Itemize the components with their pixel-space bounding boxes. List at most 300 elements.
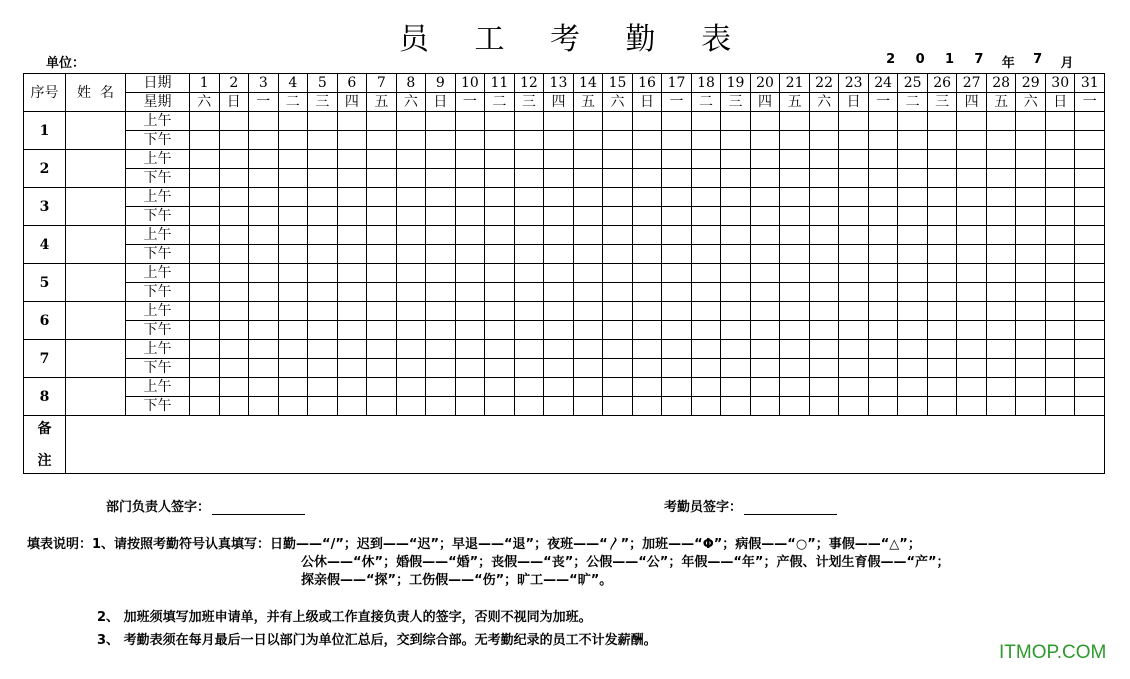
attendance-cell[interactable]	[691, 112, 721, 131]
attendance-cell[interactable]	[750, 302, 780, 321]
attendance-cell[interactable]	[485, 340, 515, 359]
attendance-cell[interactable]	[337, 397, 367, 416]
attendance-cell[interactable]	[219, 340, 249, 359]
attendance-cell[interactable]	[927, 112, 957, 131]
employee-name-cell[interactable]	[66, 264, 126, 302]
attendance-cell[interactable]	[308, 169, 338, 188]
attendance-cell[interactable]	[662, 283, 692, 302]
attendance-cell[interactable]	[662, 340, 692, 359]
attendance-cell[interactable]	[868, 169, 898, 188]
attendance-cell[interactable]	[367, 321, 397, 340]
attendance-cell[interactable]	[485, 112, 515, 131]
attendance-cell[interactable]	[957, 112, 987, 131]
attendance-cell[interactable]	[1075, 188, 1105, 207]
attendance-cell[interactable]	[1075, 340, 1105, 359]
attendance-cell[interactable]	[514, 150, 544, 169]
attendance-cell[interactable]	[1045, 169, 1075, 188]
attendance-cell[interactable]	[278, 321, 308, 340]
attendance-cell[interactable]	[249, 169, 279, 188]
attendance-cell[interactable]	[603, 302, 633, 321]
employee-name-cell[interactable]	[66, 226, 126, 264]
attendance-cell[interactable]	[809, 112, 839, 131]
attendance-cell[interactable]	[249, 340, 279, 359]
remarks-field[interactable]	[66, 416, 1105, 474]
attendance-cell[interactable]	[957, 150, 987, 169]
attendance-cell[interactable]	[750, 264, 780, 283]
attendance-cell[interactable]	[632, 150, 662, 169]
attendance-cell[interactable]	[662, 188, 692, 207]
attendance-cell[interactable]	[721, 188, 751, 207]
attendance-clerk-signature-field[interactable]	[744, 502, 837, 515]
attendance-cell[interactable]	[927, 226, 957, 245]
attendance-cell[interactable]	[308, 302, 338, 321]
attendance-cell[interactable]	[1016, 245, 1046, 264]
attendance-cell[interactable]	[868, 245, 898, 264]
attendance-cell[interactable]	[691, 169, 721, 188]
attendance-cell[interactable]	[632, 245, 662, 264]
attendance-cell[interactable]	[544, 264, 574, 283]
attendance-cell[interactable]	[1016, 302, 1046, 321]
attendance-cell[interactable]	[780, 340, 810, 359]
employee-name-cell[interactable]	[66, 188, 126, 226]
attendance-cell[interactable]	[1045, 359, 1075, 378]
attendance-cell[interactable]	[544, 131, 574, 150]
attendance-cell[interactable]	[927, 245, 957, 264]
attendance-cell[interactable]	[337, 264, 367, 283]
attendance-cell[interactable]	[691, 321, 721, 340]
attendance-cell[interactable]	[1016, 131, 1046, 150]
attendance-cell[interactable]	[278, 359, 308, 378]
attendance-cell[interactable]	[721, 207, 751, 226]
attendance-cell[interactable]	[426, 359, 456, 378]
attendance-cell[interactable]	[1045, 321, 1075, 340]
attendance-cell[interactable]	[603, 340, 633, 359]
attendance-cell[interactable]	[190, 150, 220, 169]
attendance-cell[interactable]	[190, 207, 220, 226]
attendance-cell[interactable]	[691, 245, 721, 264]
attendance-cell[interactable]	[632, 131, 662, 150]
attendance-cell[interactable]	[721, 226, 751, 245]
attendance-cell[interactable]	[721, 264, 751, 283]
attendance-cell[interactable]	[839, 340, 869, 359]
attendance-cell[interactable]	[455, 378, 485, 397]
attendance-cell[interactable]	[219, 302, 249, 321]
attendance-cell[interactable]	[573, 169, 603, 188]
attendance-cell[interactable]	[190, 359, 220, 378]
attendance-cell[interactable]	[839, 302, 869, 321]
attendance-cell[interactable]	[308, 283, 338, 302]
attendance-cell[interactable]	[367, 112, 397, 131]
attendance-cell[interactable]	[868, 112, 898, 131]
attendance-cell[interactable]	[662, 169, 692, 188]
attendance-cell[interactable]	[780, 245, 810, 264]
attendance-cell[interactable]	[868, 150, 898, 169]
attendance-cell[interactable]	[632, 378, 662, 397]
attendance-cell[interactable]	[603, 397, 633, 416]
attendance-cell[interactable]	[573, 207, 603, 226]
attendance-cell[interactable]	[278, 131, 308, 150]
attendance-cell[interactable]	[219, 131, 249, 150]
attendance-cell[interactable]	[308, 150, 338, 169]
attendance-cell[interactable]	[1016, 226, 1046, 245]
attendance-cell[interactable]	[337, 283, 367, 302]
attendance-cell[interactable]	[691, 264, 721, 283]
attendance-cell[interactable]	[190, 169, 220, 188]
attendance-cell[interactable]	[514, 131, 544, 150]
attendance-cell[interactable]	[249, 321, 279, 340]
attendance-cell[interactable]	[839, 131, 869, 150]
attendance-cell[interactable]	[839, 226, 869, 245]
attendance-cell[interactable]	[367, 378, 397, 397]
attendance-cell[interactable]	[898, 397, 928, 416]
attendance-cell[interactable]	[809, 131, 839, 150]
attendance-cell[interactable]	[603, 226, 633, 245]
attendance-cell[interactable]	[455, 359, 485, 378]
attendance-cell[interactable]	[662, 150, 692, 169]
attendance-cell[interactable]	[514, 397, 544, 416]
attendance-cell[interactable]	[1045, 378, 1075, 397]
attendance-cell[interactable]	[337, 321, 367, 340]
attendance-cell[interactable]	[396, 131, 426, 150]
attendance-cell[interactable]	[957, 340, 987, 359]
attendance-cell[interactable]	[455, 112, 485, 131]
attendance-cell[interactable]	[426, 169, 456, 188]
attendance-cell[interactable]	[1075, 378, 1105, 397]
attendance-cell[interactable]	[1016, 150, 1046, 169]
attendance-cell[interactable]	[809, 340, 839, 359]
attendance-cell[interactable]	[396, 188, 426, 207]
attendance-cell[interactable]	[809, 321, 839, 340]
attendance-cell[interactable]	[367, 245, 397, 264]
attendance-cell[interactable]	[662, 359, 692, 378]
attendance-cell[interactable]	[750, 359, 780, 378]
attendance-cell[interactable]	[190, 264, 220, 283]
attendance-cell[interactable]	[337, 112, 367, 131]
attendance-cell[interactable]	[1045, 150, 1075, 169]
attendance-cell[interactable]	[1075, 302, 1105, 321]
attendance-cell[interactable]	[337, 245, 367, 264]
attendance-cell[interactable]	[1075, 321, 1105, 340]
attendance-cell[interactable]	[367, 283, 397, 302]
attendance-cell[interactable]	[898, 150, 928, 169]
attendance-cell[interactable]	[396, 378, 426, 397]
attendance-cell[interactable]	[1016, 264, 1046, 283]
attendance-cell[interactable]	[986, 283, 1016, 302]
attendance-cell[interactable]	[927, 359, 957, 378]
attendance-cell[interactable]	[396, 321, 426, 340]
attendance-cell[interactable]	[868, 302, 898, 321]
attendance-cell[interactable]	[957, 169, 987, 188]
attendance-cell[interactable]	[780, 264, 810, 283]
attendance-cell[interactable]	[485, 131, 515, 150]
attendance-cell[interactable]	[721, 131, 751, 150]
attendance-cell[interactable]	[544, 112, 574, 131]
attendance-cell[interactable]	[691, 207, 721, 226]
attendance-cell[interactable]	[1045, 226, 1075, 245]
attendance-cell[interactable]	[544, 169, 574, 188]
attendance-cell[interactable]	[514, 188, 544, 207]
attendance-cell[interactable]	[632, 226, 662, 245]
attendance-cell[interactable]	[514, 207, 544, 226]
attendance-cell[interactable]	[1016, 321, 1046, 340]
attendance-cell[interactable]	[426, 245, 456, 264]
attendance-cell[interactable]	[750, 131, 780, 150]
attendance-cell[interactable]	[957, 226, 987, 245]
attendance-cell[interactable]	[750, 321, 780, 340]
attendance-cell[interactable]	[367, 264, 397, 283]
attendance-cell[interactable]	[780, 131, 810, 150]
attendance-cell[interactable]	[780, 226, 810, 245]
attendance-cell[interactable]	[957, 302, 987, 321]
attendance-cell[interactable]	[219, 112, 249, 131]
attendance-cell[interactable]	[190, 245, 220, 264]
attendance-cell[interactable]	[1045, 340, 1075, 359]
attendance-cell[interactable]	[485, 283, 515, 302]
attendance-cell[interactable]	[455, 150, 485, 169]
attendance-cell[interactable]	[898, 378, 928, 397]
attendance-cell[interactable]	[839, 264, 869, 283]
attendance-cell[interactable]	[278, 188, 308, 207]
attendance-cell[interactable]	[396, 226, 426, 245]
attendance-cell[interactable]	[573, 283, 603, 302]
attendance-cell[interactable]	[1045, 207, 1075, 226]
attendance-cell[interactable]	[455, 207, 485, 226]
attendance-cell[interactable]	[396, 245, 426, 264]
attendance-cell[interactable]	[691, 302, 721, 321]
attendance-cell[interactable]	[868, 283, 898, 302]
attendance-cell[interactable]	[278, 397, 308, 416]
attendance-cell[interactable]	[1016, 188, 1046, 207]
attendance-cell[interactable]	[367, 302, 397, 321]
attendance-cell[interactable]	[573, 245, 603, 264]
attendance-cell[interactable]	[219, 245, 249, 264]
attendance-cell[interactable]	[1016, 340, 1046, 359]
attendance-cell[interactable]	[750, 150, 780, 169]
attendance-cell[interactable]	[455, 340, 485, 359]
attendance-cell[interactable]	[721, 378, 751, 397]
attendance-cell[interactable]	[898, 340, 928, 359]
attendance-cell[interactable]	[809, 397, 839, 416]
attendance-cell[interactable]	[691, 188, 721, 207]
attendance-cell[interactable]	[839, 283, 869, 302]
attendance-cell[interactable]	[367, 397, 397, 416]
attendance-cell[interactable]	[868, 226, 898, 245]
attendance-cell[interactable]	[986, 264, 1016, 283]
attendance-cell[interactable]	[957, 321, 987, 340]
attendance-cell[interactable]	[249, 378, 279, 397]
attendance-cell[interactable]	[337, 359, 367, 378]
attendance-cell[interactable]	[249, 397, 279, 416]
attendance-cell[interactable]	[780, 169, 810, 188]
attendance-cell[interactable]	[1075, 397, 1105, 416]
attendance-cell[interactable]	[485, 378, 515, 397]
attendance-cell[interactable]	[544, 207, 574, 226]
attendance-cell[interactable]	[544, 378, 574, 397]
attendance-cell[interactable]	[780, 150, 810, 169]
attendance-cell[interactable]	[485, 245, 515, 264]
attendance-cell[interactable]	[839, 169, 869, 188]
attendance-cell[interactable]	[278, 340, 308, 359]
attendance-cell[interactable]	[780, 188, 810, 207]
attendance-cell[interactable]	[544, 226, 574, 245]
attendance-cell[interactable]	[986, 378, 1016, 397]
attendance-cell[interactable]	[219, 207, 249, 226]
attendance-cell[interactable]	[603, 131, 633, 150]
attendance-cell[interactable]	[573, 302, 603, 321]
attendance-cell[interactable]	[426, 283, 456, 302]
attendance-cell[interactable]	[1016, 283, 1046, 302]
attendance-cell[interactable]	[485, 188, 515, 207]
attendance-cell[interactable]	[691, 340, 721, 359]
employee-name-cell[interactable]	[66, 112, 126, 150]
attendance-cell[interactable]	[691, 226, 721, 245]
attendance-cell[interactable]	[750, 226, 780, 245]
attendance-cell[interactable]	[662, 378, 692, 397]
attendance-cell[interactable]	[957, 283, 987, 302]
attendance-cell[interactable]	[426, 226, 456, 245]
attendance-cell[interactable]	[308, 245, 338, 264]
attendance-cell[interactable]	[1075, 131, 1105, 150]
attendance-cell[interactable]	[839, 359, 869, 378]
attendance-cell[interactable]	[1045, 397, 1075, 416]
attendance-cell[interactable]	[573, 378, 603, 397]
attendance-cell[interactable]	[662, 321, 692, 340]
attendance-cell[interactable]	[278, 112, 308, 131]
attendance-cell[interactable]	[809, 264, 839, 283]
attendance-cell[interactable]	[278, 264, 308, 283]
attendance-cell[interactable]	[986, 131, 1016, 150]
attendance-cell[interactable]	[426, 112, 456, 131]
attendance-cell[interactable]	[780, 359, 810, 378]
attendance-cell[interactable]	[249, 264, 279, 283]
attendance-cell[interactable]	[367, 226, 397, 245]
attendance-cell[interactable]	[573, 321, 603, 340]
attendance-cell[interactable]	[632, 112, 662, 131]
attendance-cell[interactable]	[809, 302, 839, 321]
attendance-cell[interactable]	[632, 207, 662, 226]
attendance-cell[interactable]	[691, 359, 721, 378]
attendance-cell[interactable]	[1045, 302, 1075, 321]
attendance-cell[interactable]	[573, 112, 603, 131]
attendance-cell[interactable]	[455, 397, 485, 416]
attendance-cell[interactable]	[780, 207, 810, 226]
attendance-cell[interactable]	[455, 283, 485, 302]
attendance-cell[interactable]	[662, 226, 692, 245]
attendance-cell[interactable]	[455, 226, 485, 245]
attendance-cell[interactable]	[1045, 283, 1075, 302]
attendance-cell[interactable]	[632, 188, 662, 207]
attendance-cell[interactable]	[662, 131, 692, 150]
attendance-cell[interactable]	[190, 397, 220, 416]
attendance-cell[interactable]	[603, 359, 633, 378]
attendance-cell[interactable]	[927, 264, 957, 283]
attendance-cell[interactable]	[603, 283, 633, 302]
attendance-cell[interactable]	[190, 283, 220, 302]
attendance-cell[interactable]	[219, 150, 249, 169]
attendance-cell[interactable]	[632, 321, 662, 340]
attendance-cell[interactable]	[839, 112, 869, 131]
attendance-cell[interactable]	[750, 112, 780, 131]
attendance-cell[interactable]	[780, 321, 810, 340]
attendance-cell[interactable]	[809, 150, 839, 169]
attendance-cell[interactable]	[485, 264, 515, 283]
attendance-cell[interactable]	[367, 131, 397, 150]
attendance-cell[interactable]	[839, 207, 869, 226]
attendance-cell[interactable]	[632, 264, 662, 283]
attendance-cell[interactable]	[927, 169, 957, 188]
attendance-cell[interactable]	[957, 397, 987, 416]
attendance-cell[interactable]	[396, 207, 426, 226]
attendance-cell[interactable]	[1075, 169, 1105, 188]
attendance-cell[interactable]	[544, 340, 574, 359]
attendance-cell[interactable]	[957, 359, 987, 378]
attendance-cell[interactable]	[278, 302, 308, 321]
attendance-cell[interactable]	[927, 321, 957, 340]
attendance-cell[interactable]	[632, 359, 662, 378]
attendance-cell[interactable]	[308, 188, 338, 207]
attendance-cell[interactable]	[573, 397, 603, 416]
attendance-cell[interactable]	[839, 378, 869, 397]
attendance-cell[interactable]	[986, 188, 1016, 207]
attendance-cell[interactable]	[514, 169, 544, 188]
attendance-cell[interactable]	[898, 226, 928, 245]
attendance-cell[interactable]	[396, 150, 426, 169]
attendance-cell[interactable]	[514, 264, 544, 283]
attendance-cell[interactable]	[1016, 207, 1046, 226]
attendance-cell[interactable]	[219, 169, 249, 188]
attendance-cell[interactable]	[1075, 226, 1105, 245]
attendance-cell[interactable]	[308, 226, 338, 245]
attendance-cell[interactable]	[514, 340, 544, 359]
attendance-cell[interactable]	[986, 226, 1016, 245]
attendance-cell[interactable]	[927, 150, 957, 169]
attendance-cell[interactable]	[986, 302, 1016, 321]
attendance-cell[interactable]	[514, 283, 544, 302]
attendance-cell[interactable]	[662, 264, 692, 283]
attendance-cell[interactable]	[898, 131, 928, 150]
attendance-cell[interactable]	[1045, 188, 1075, 207]
attendance-cell[interactable]	[986, 150, 1016, 169]
attendance-cell[interactable]	[603, 264, 633, 283]
attendance-cell[interactable]	[544, 397, 574, 416]
attendance-cell[interactable]	[986, 359, 1016, 378]
attendance-cell[interactable]	[691, 397, 721, 416]
attendance-cell[interactable]	[1075, 150, 1105, 169]
attendance-cell[interactable]	[219, 321, 249, 340]
attendance-cell[interactable]	[603, 207, 633, 226]
attendance-cell[interactable]	[544, 188, 574, 207]
attendance-cell[interactable]	[514, 226, 544, 245]
attendance-cell[interactable]	[957, 131, 987, 150]
attendance-cell[interactable]	[927, 378, 957, 397]
attendance-cell[interactable]	[1016, 169, 1046, 188]
attendance-cell[interactable]	[750, 340, 780, 359]
attendance-cell[interactable]	[898, 207, 928, 226]
attendance-cell[interactable]	[219, 359, 249, 378]
attendance-cell[interactable]	[898, 188, 928, 207]
attendance-cell[interactable]	[514, 378, 544, 397]
attendance-cell[interactable]	[1075, 245, 1105, 264]
attendance-cell[interactable]	[544, 321, 574, 340]
attendance-cell[interactable]	[1075, 112, 1105, 131]
attendance-cell[interactable]	[868, 131, 898, 150]
attendance-cell[interactable]	[308, 397, 338, 416]
attendance-cell[interactable]	[898, 245, 928, 264]
attendance-cell[interactable]	[544, 283, 574, 302]
attendance-cell[interactable]	[455, 321, 485, 340]
attendance-cell[interactable]	[308, 264, 338, 283]
attendance-cell[interactable]	[514, 302, 544, 321]
